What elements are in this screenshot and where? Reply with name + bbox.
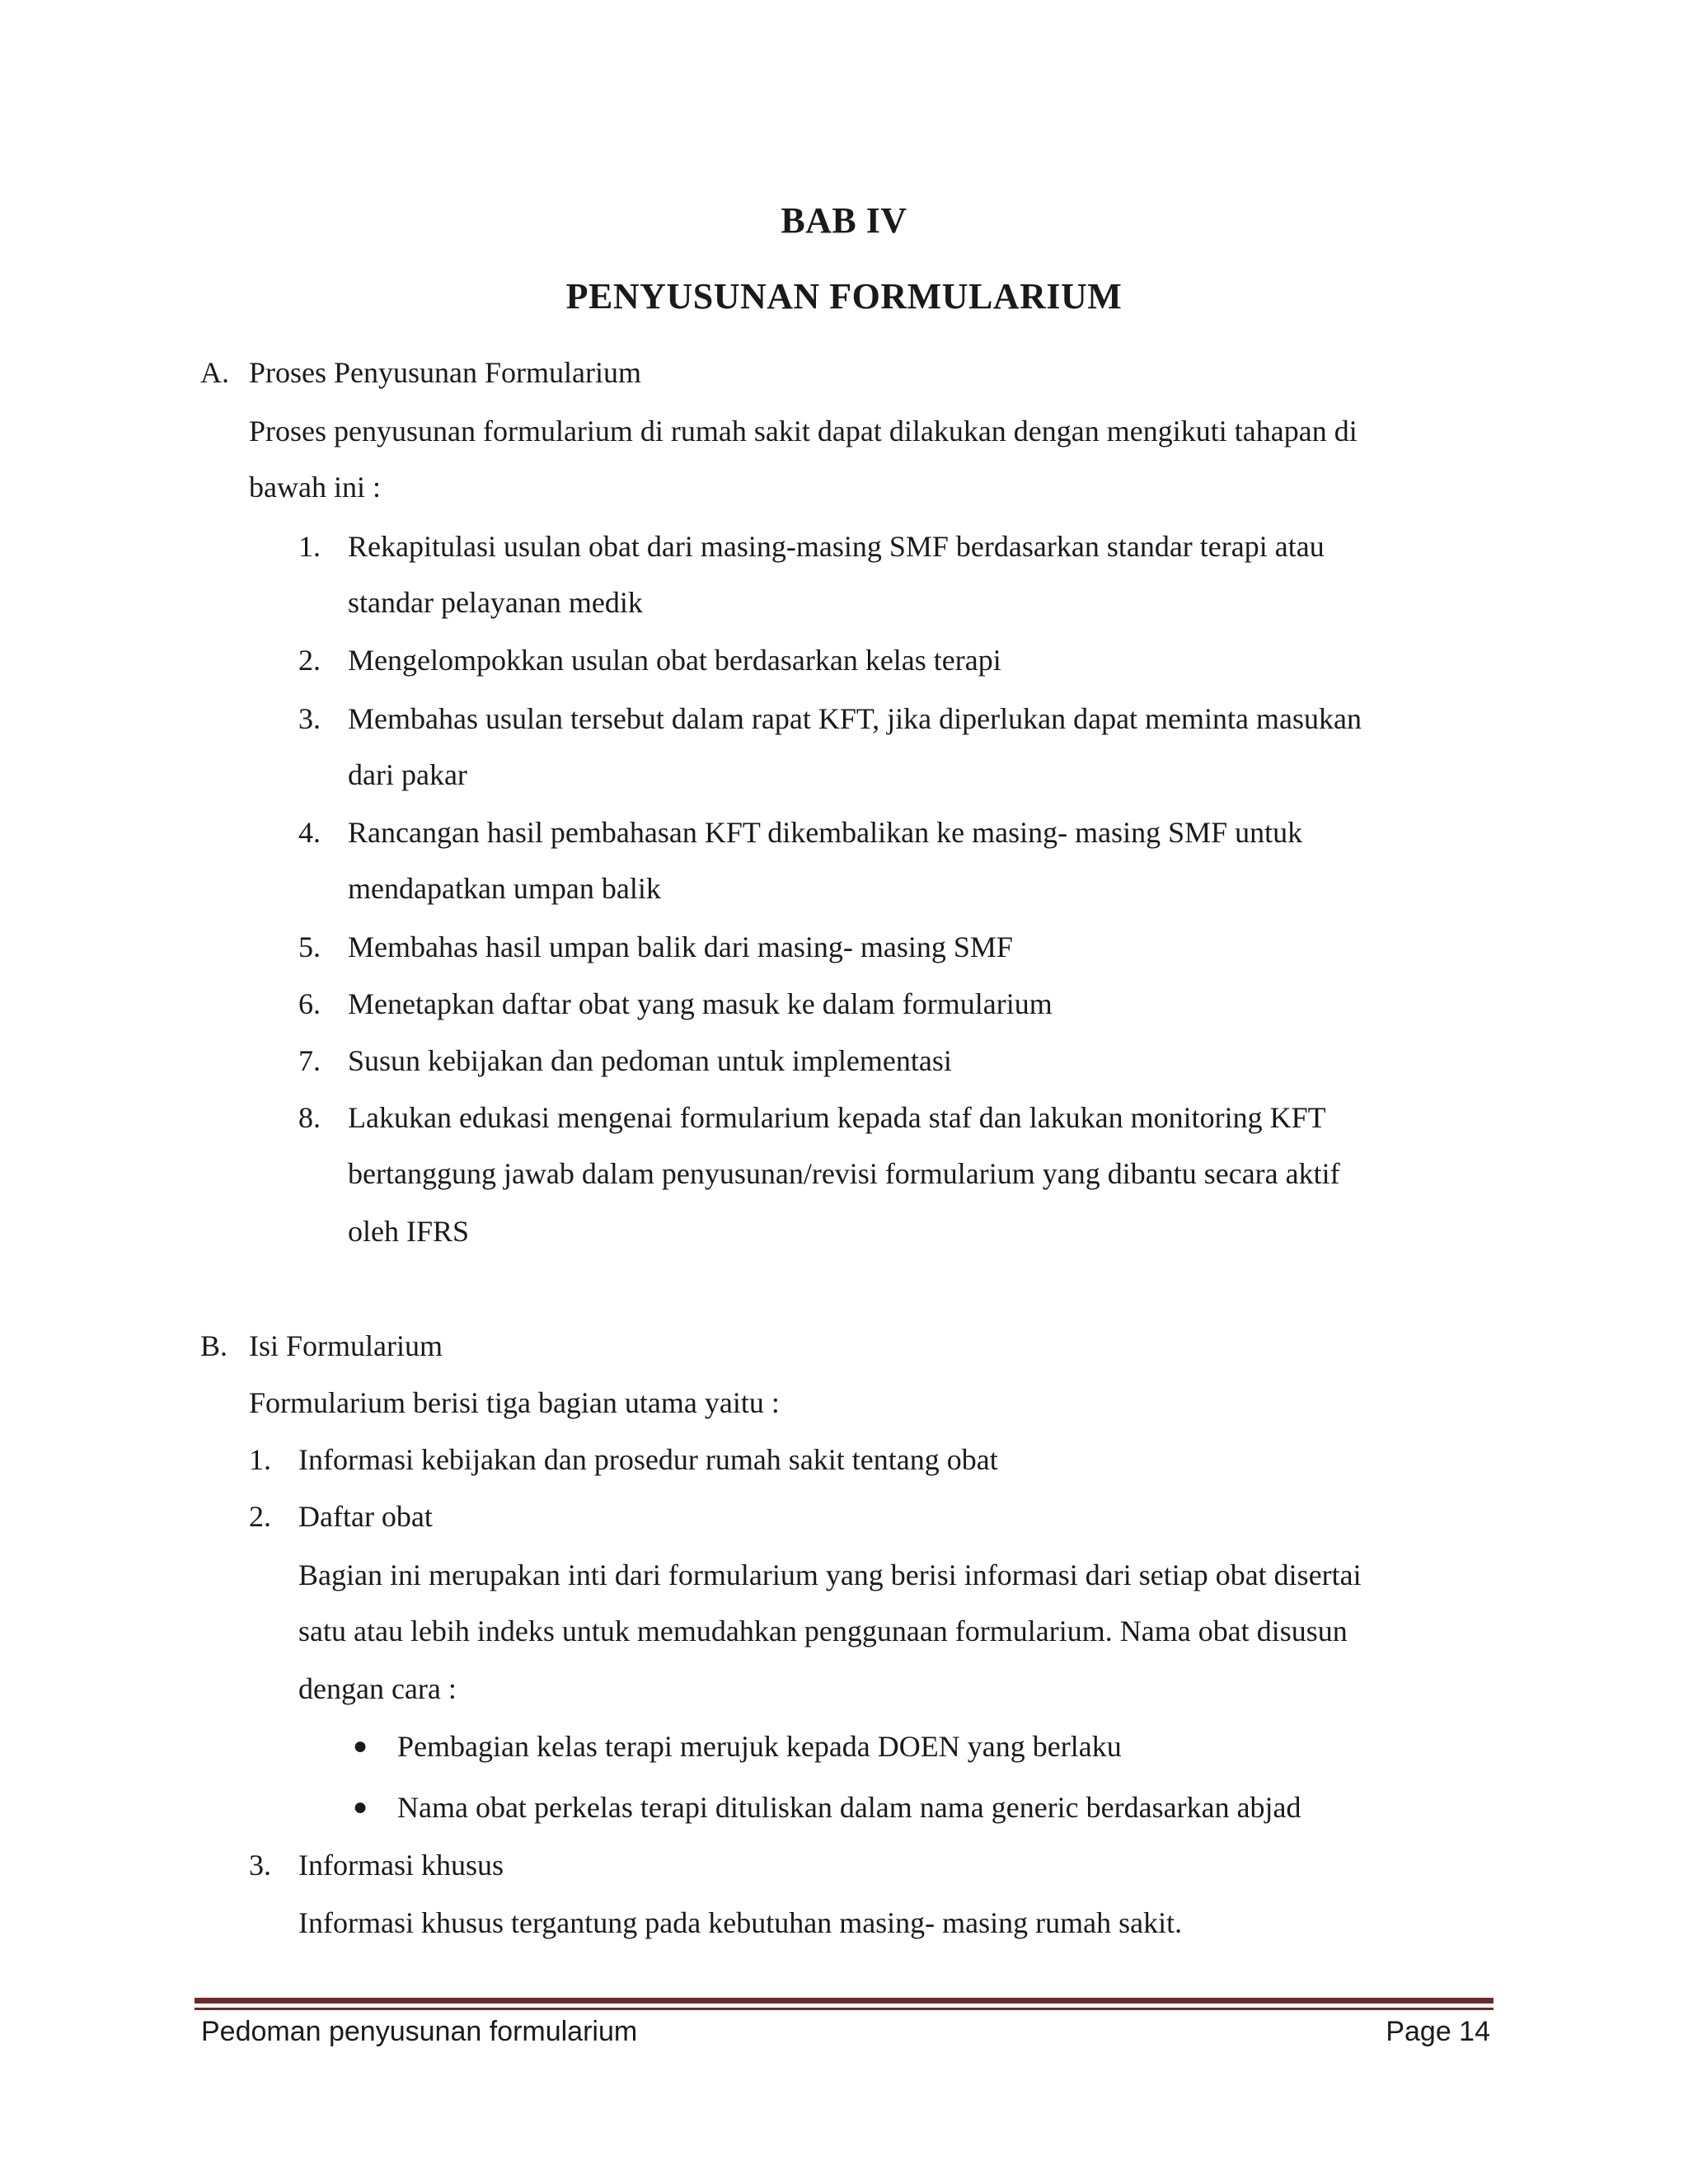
step-text: Rancangan hasil pembahasan KFT dikembalikan ke masing- masing SMF untuk (348, 816, 1303, 849)
item-label: Informasi kebijakan dan prosedur rumah sakit tentang obat (298, 1443, 998, 1476)
step-text: Membahas hasil umpan balik dari masing- masing SMF (348, 930, 1013, 963)
section-b-intro: Formularium berisi tiga bagian utama yaitu : (249, 1386, 780, 1419)
step-number: 3. (298, 702, 321, 735)
section-a-title: Proses Penyusunan Formularium (249, 356, 641, 389)
item-number: 2. (249, 1500, 271, 1533)
footer-page-number: Page 14 (1386, 2016, 1490, 2047)
section-b-marker: B. (200, 1329, 228, 1362)
step-number: 4. (298, 816, 321, 849)
step-text: Lakukan edukasi mengenai formularium kepada staf dan lakukan monitoring KFT (348, 1101, 1326, 1134)
section-b-title: Isi Formularium (249, 1329, 443, 1362)
step-number: 7. (298, 1044, 321, 1077)
step-text-continued: dari pakar (348, 758, 467, 791)
step-number: 8. (298, 1101, 321, 1134)
step-number: 6. (298, 987, 321, 1020)
step-text: Mengelompokkan usulan obat berdasarkan kelas terapi (348, 644, 1001, 677)
item-description: Informasi khusus tergantung pada kebutuhan masing- masing rumah sakit. (298, 1906, 1183, 1939)
section-a-intro-line2: bawah ini : (249, 471, 381, 504)
chapter-title: PENYUSUNAN FORMULARIUM (565, 276, 1123, 316)
section-a-marker: A. (200, 356, 229, 389)
step-text: Membahas usulan tersebut dalam rapat KFT, jika diperlukan dapat meminta masukan (348, 702, 1362, 735)
item-number: 3. (249, 1849, 271, 1882)
bullet-dot: ● (353, 1732, 368, 1760)
step-text-continued: bertanggung jawab dalam penyusunan/revisi formularium yang dibantu secara aktif (348, 1157, 1340, 1190)
item-description: satu atau lebih indeks untuk memudahkan penggunaan formularium. Nama obat disusun (298, 1615, 1348, 1647)
footer-rule-thick (195, 1998, 1493, 2004)
step-text: Rekapitulasi usulan obat dari masing-masing SMF berdasarkan standar terapi atau (348, 530, 1325, 563)
item-description: dengan cara : (298, 1672, 457, 1705)
item-description: Bagian ini merupakan inti dari formularium yang berisi informasi dari setiap obat disertai (298, 1558, 1362, 1591)
step-text-continued: standar pelayanan medik (348, 586, 643, 619)
step-text-continued: mendapatkan umpan balik (348, 872, 661, 905)
bullet-item: Pembagian kelas terapi merujuk kepada DOEN yang berlaku (397, 1730, 1122, 1763)
step-number: 1. (298, 530, 321, 563)
bullet-dot: ● (353, 1793, 368, 1821)
footer-rule-thin (195, 2008, 1493, 2010)
section-a-intro-line1: Proses penyusunan formularium di rumah sakit dapat dilakukan dengan mengikuti tahapan di (249, 415, 1357, 448)
step-number: 2. (298, 644, 321, 677)
step-text-continued: oleh IFRS (348, 1215, 470, 1248)
footer-document-title: Pedoman penyusunan formularium (201, 2016, 638, 2047)
step-number: 5. (298, 930, 321, 963)
item-label: Daftar obat (298, 1500, 433, 1533)
item-number: 1. (249, 1443, 271, 1476)
item-label: Informasi khusus (298, 1849, 504, 1882)
chapter-heading: BAB IV (781, 200, 907, 241)
step-text: Menetapkan daftar obat yang masuk ke dalam formularium (348, 987, 1053, 1020)
bullet-item: Nama obat perkelas terapi dituliskan dalam nama generic berdasarkan abjad (397, 1791, 1301, 1824)
step-text: Susun kebijakan dan pedoman untuk implementasi (348, 1044, 952, 1077)
